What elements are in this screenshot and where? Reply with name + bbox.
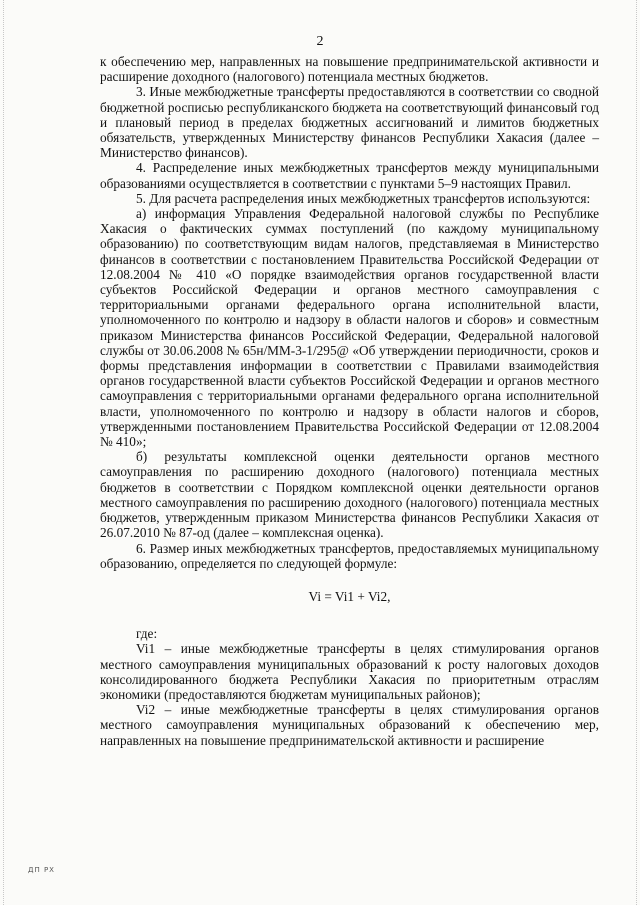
- paragraph: 4. Распределение иных межбюджетных трансфертов между муниципальными образованиями осуществляется в соответствии с пунктами 5–9 настоящих Правил.: [100, 160, 599, 191]
- scan-edge-left: [3, 0, 4, 905]
- formula: Vi = Vi1 + Vi2,: [308, 588, 391, 604]
- paragraph: 3. Иные межбюджетные трансферты предоставляются в соответствии со сводной бюджетной росписью республиканского бюджета на соответствующий финансовый год и плановый период в пределах бюджетных ассигнований и лимитов бюджетных обязательств, утвержденных Министерству финансов Республики Хакасия (далее – Министерство финансов).: [100, 84, 599, 161]
- paragraph: 6. Размер иных межбюджетных трансфертов, предоставляемых муниципальному образованию, определяется по следующей формуле:: [100, 540, 599, 571]
- paragraph: Vi2 – иные межбюджетные трансферты в целях стимулирования органов местного самоуправления муниципальных образований к обеспечению мер, направленных на повышение предпринимательской активности и расширение: [100, 702, 599, 748]
- page-number: 2: [316, 34, 324, 49]
- paragraph: а) информация Управления Федеральной налоговой службы по Республике Хакасия о фактических суммах поступлений (по каждому муниципальному образованию) по соответствующим видам налогов, представляемая в Министерство финансов в соответствии с постановлением Правительства Российской Федерации от 12.08.2004 № 410 «О порядке взаимодействия органов государственной власти субъектов Российской Федерации и органов местного самоуправления с территориальными органами федерального органа исполнительной власти, уполномоченного по контролю и надзору в области налогов и сборов» и совместным приказом Министерства финансов Российской Федерации, Федеральной налоговой службы от 30.06.2008 № 65н/ММ-3-1/295@ «Об утверждении периодичности, сроков и формы представления информации в соответствии с Правилами взаимодействия органов государственной власти субъектов Российской Федерации и органов местного самоуправления с территориальными органами федерального органа исполнительной власти, уполномоченного по контролю и надзору в области налогов и сборов, утвержденными постановлением Правительства Российской Федерации от 12.08.2004 № 410»;: [100, 206, 599, 450]
- scan-edge-right: [636, 0, 637, 905]
- paragraph: где:: [136, 626, 158, 642]
- paragraph: 5. Для расчета распределения иных межбюджетных трансфертов используются:: [136, 190, 591, 206]
- paragraph: к обеспечению мер, направленных на повышение предпринимательской активности и расширение доходного (налогового) потенциала местных бюджетов.: [100, 54, 599, 85]
- paragraph: б) результаты комплексной оценки деятельности органов местного самоуправления по расширению доходного (налогового) потенциала местных бюджетов в соответствии с Порядком комплексной оценки деятельности органов местного самоуправления по расширению доходного (налогового) потенциала местных бюджетов, утвержденным приказом Министерства финансов Республики Хакасия от 26.07.2010 № 87-од (далее – комплексная оценка).: [100, 449, 599, 541]
- document-stamp: ДП РХ: [28, 866, 55, 874]
- document-body: [100, 54, 599, 748]
- paragraph: Vi1 – иные межбюджетные трансферты в целях стимулирования органов местного самоуправления муниципальных образований к росту налоговых доходов консолидированного бюджета Республики Хакасия по приоритетным отраслям экономики (предоставляются бюджетам муниципальных районов);: [100, 641, 599, 702]
